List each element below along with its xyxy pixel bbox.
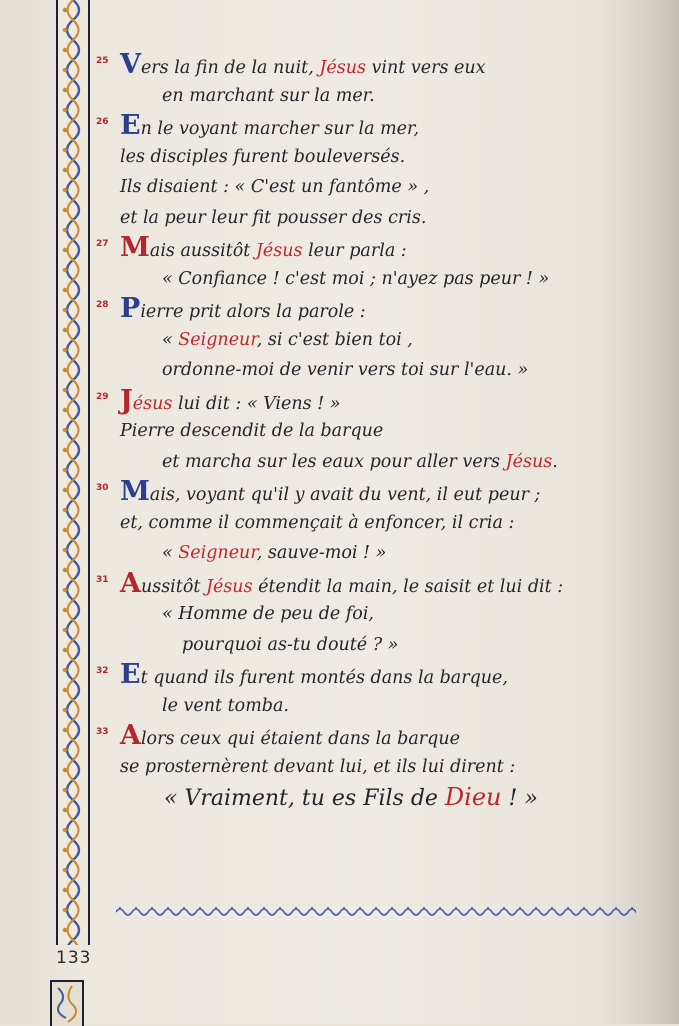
text-segment: , sauve-moi ! » (256, 543, 387, 563)
drop-cap-initial: M (120, 476, 150, 507)
text-segment: en marchant sur la mer. (162, 85, 375, 106)
rubric-word: ésus (132, 393, 173, 414)
text-segment: étendit la main, le saisit et lui dit : (252, 576, 564, 597)
verse-line (96, 508, 656, 539)
text-segment: ers la fin de la nuit, (140, 58, 320, 78)
text-segment: Pierre descendit de la barque (120, 421, 384, 441)
text-segment: le vent tomba. (162, 695, 289, 716)
verse-line (96, 782, 656, 813)
text-segment: ! » (501, 786, 538, 811)
verse-line (96, 111, 656, 142)
verse-line (96, 386, 656, 417)
rubric-word: Jésus (255, 241, 303, 261)
text-segment: et, comme il commençait à enfoncer, il cria : (120, 512, 515, 533)
drop-cap-initial: E (120, 659, 141, 690)
verse-line (96, 416, 656, 447)
verse-line (96, 233, 656, 264)
verse-line (96, 691, 656, 722)
text-segment: ierre prit alors la parole : (140, 302, 366, 322)
text-segment: ordonne-moi de venir vers toi sur l'eau. » (162, 360, 529, 380)
verse-line (96, 660, 656, 691)
page-number: 133 (56, 948, 92, 968)
closing-flourish-ornament (116, 905, 636, 919)
text-segment: . (552, 451, 558, 472)
verse-line (96, 81, 656, 112)
verse-line (96, 477, 656, 508)
verse-line (96, 752, 656, 783)
drop-cap-initial: M (120, 232, 150, 263)
text-segment: « (162, 329, 179, 350)
verse-line (96, 355, 656, 386)
verse-number: 27 (96, 239, 109, 249)
drop-cap-initial: V (120, 49, 141, 80)
text-segment: lui dit : « Viens ! » (172, 393, 341, 414)
text-segment: pourquoi as-tu douté ? » (182, 634, 399, 655)
verse-line (96, 203, 656, 234)
rubric-word: Seigneur (178, 329, 257, 350)
verse-29 (96, 386, 656, 478)
text-segment: ussitôt (140, 576, 206, 597)
scripture-text (96, 50, 656, 813)
verse-number: 25 (96, 56, 109, 66)
rubric-word: Jésus (319, 58, 366, 78)
text-segment: « Vraiment, tu es Fils de (164, 786, 445, 811)
text-segment: n le voyant marcher sur la mer, (140, 119, 420, 139)
text-segment: vint vers eux (365, 58, 486, 78)
verse-26 (96, 111, 656, 233)
verse-25 (96, 50, 656, 111)
floral-vine-ornament (58, 0, 88, 945)
text-segment: les disciples furent bouleversés. (120, 146, 406, 167)
text-segment: se prosternèrent devant lui, et ils lui dirent : (120, 756, 516, 777)
text-segment: ais, voyant qu'il y avait du vent, il eut peur ; (149, 485, 541, 505)
text-segment: « Homme de peu de foi, (162, 604, 374, 624)
drop-cap-initial: J (120, 384, 133, 416)
verse-line (96, 599, 656, 630)
verse-line (96, 264, 656, 295)
verse-number: 30 (96, 483, 109, 493)
verse-33 (96, 721, 656, 813)
text-segment: et la peur leur fit pousser des cris. (120, 207, 427, 228)
text-segment: lors ceux qui étaient dans la barque (140, 729, 461, 749)
verse-line (96, 538, 656, 569)
text-segment: leur parla : (302, 241, 407, 261)
drop-cap-initial: E (120, 110, 141, 141)
text-segment: t quand ils furent montés dans la barque, (140, 668, 508, 688)
rubric-word: Jésus (505, 451, 553, 472)
illuminated-border (56, 0, 90, 945)
small-ornament (52, 982, 82, 1026)
text-segment: , si c'est bien toi , (256, 329, 413, 350)
verse-line (96, 721, 656, 752)
verse-30 (96, 477, 656, 569)
verse-line (96, 172, 656, 203)
verse-number: 26 (96, 117, 109, 127)
verse-line (96, 325, 656, 356)
verse-line (96, 142, 656, 173)
text-segment: et marcha sur les eaux pour aller vers (162, 451, 506, 472)
text-segment: « Confiance ! c'est moi ; n'ayez pas peur ! » (162, 268, 550, 289)
border-tab-ornament (50, 980, 84, 1026)
verse-number: 33 (96, 727, 109, 737)
text-segment: Ils disaient : « C'est un fantôme » , (120, 177, 430, 197)
rubric-word: Jésus (205, 576, 253, 597)
verse-line (96, 447, 656, 478)
verse-27 (96, 233, 656, 294)
verse-number: 32 (96, 666, 109, 676)
verse-number: 31 (96, 574, 109, 585)
verse-line (96, 294, 656, 325)
rubric-word: Seigneur (178, 543, 257, 563)
drop-cap-initial: A (120, 720, 141, 751)
rubric-word: Dieu (444, 783, 502, 811)
verse-32 (96, 660, 656, 721)
verse-number: 29 (96, 391, 109, 402)
drop-cap-initial: A (120, 567, 141, 599)
verse-number: 28 (96, 300, 109, 310)
verse-line (96, 630, 656, 661)
text-segment: ais aussitôt (149, 241, 256, 261)
verse-31 (96, 569, 656, 661)
verse-line (96, 50, 656, 81)
verse-line (96, 569, 656, 600)
verse-28 (96, 294, 656, 386)
drop-cap-initial: P (120, 293, 141, 324)
text-segment: « (162, 543, 179, 563)
